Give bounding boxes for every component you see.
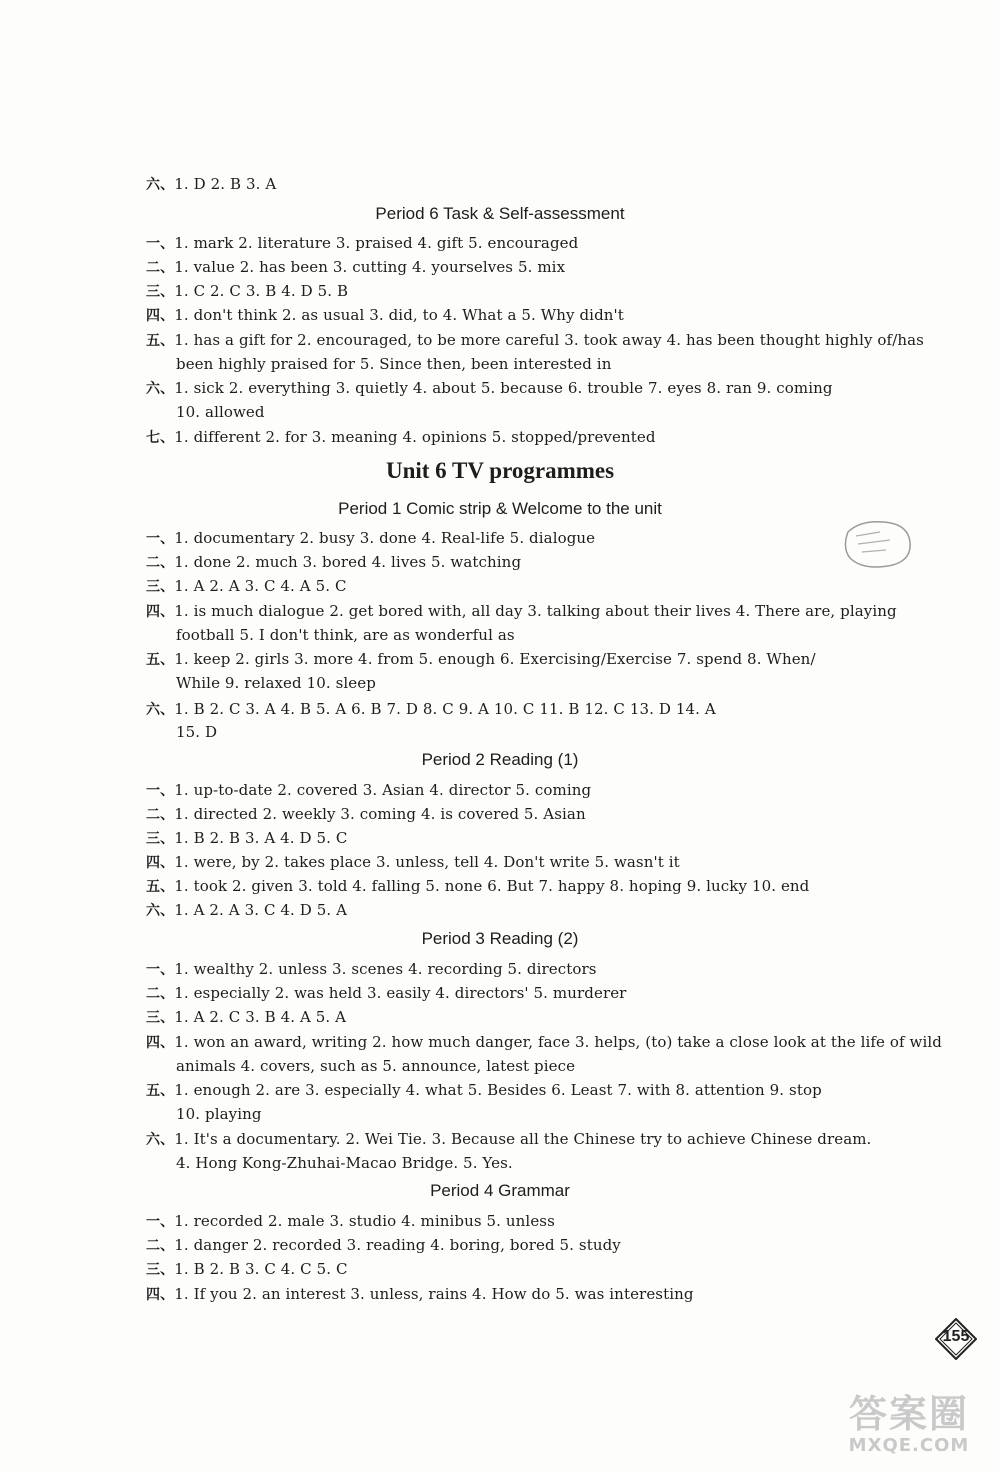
item-number: 四、	[146, 604, 175, 620]
item-number: 五、	[146, 1083, 175, 1099]
item-number: 一、	[146, 783, 175, 799]
answer-row	[146, 172, 921, 197]
item-number: 二、	[146, 555, 175, 571]
period-heading: Period 2 Reading (1)	[421, 750, 579, 769]
item-number: 三、	[146, 1262, 175, 1278]
page-number: 155	[942, 1328, 970, 1345]
answer-row	[146, 957, 921, 982]
answer-text: 1. has a gift for 2. encouraged, to be more careful 3. took away 4. has been thought highly of/has	[174, 331, 924, 349]
answer-row	[146, 802, 921, 827]
answer-text: 1. documentary 2. busy 3. done 4. Real-life 5. dialogue	[174, 529, 596, 547]
answer-row	[146, 1257, 921, 1282]
item-number: 五、	[146, 879, 175, 895]
answer-row	[146, 255, 921, 280]
period-heading: Period 1 Comic strip & Welcome to the unit	[338, 499, 662, 518]
answer-row	[146, 1282, 921, 1307]
answer-text: 1. A 2. C 3. B 4. A 5. A	[174, 1008, 347, 1026]
answer-row	[146, 1209, 921, 1234]
item-number: 四、	[146, 308, 175, 324]
answer-text: 1. B 2. B 3. C 4. C 5. C	[174, 1260, 348, 1278]
answer-row	[146, 526, 921, 551]
answer-row	[146, 425, 921, 450]
answer-text: 1. enough 2. are 3. especially 4. what 5. Besides 6. Least 7. with 8. attention 9. stop	[174, 1081, 822, 1099]
answer-text: 1. recorded 2. male 3. studio 4. minibus 5. unless	[174, 1212, 555, 1230]
answer-row	[146, 850, 921, 875]
item-number: 三、	[146, 831, 175, 847]
answer-text: 1. up-to-date 2. covered 3. Asian 4. director 5. coming	[174, 781, 592, 799]
item-number: 六、	[146, 903, 175, 919]
watermark-logo-text: 答案圈	[848, 1392, 969, 1436]
answer-text: 1. If you 2. an interest 3. unless, rains 4. How do 5. was interesting	[174, 1285, 694, 1303]
item-number: 四、	[146, 1035, 175, 1051]
item-number: 一、	[146, 1214, 175, 1230]
item-number: 一、	[146, 236, 175, 252]
item-number: 六、	[146, 702, 175, 718]
answer-row-continued: 10. allowed	[176, 403, 265, 421]
answer-row	[146, 1078, 921, 1103]
answer-row	[146, 231, 921, 256]
answer-row	[146, 697, 921, 722]
item-number: 六、	[146, 381, 175, 397]
stamp-icon	[840, 518, 914, 574]
answer-text: 1. were, by 2. takes place 3. unless, tell 4. Don't write 5. wasn't it	[174, 853, 680, 871]
item-number: 七、	[146, 430, 175, 446]
answer-row	[146, 376, 921, 401]
answer-row-continued: 10. playing	[176, 1105, 262, 1123]
answer-text: 1. especially 2. was held 3. easily 4. directors' 5. murderer	[174, 984, 627, 1002]
item-number: 六、	[146, 177, 175, 193]
answer-text: 1. done 2. much 3. bored 4. lives 5. watching	[174, 553, 522, 571]
answer-text: 1. took 2. given 3. told 4. falling 5. none 6. But 7. happy 8. hoping 9. lucky 10. end	[174, 877, 810, 895]
unit-heading: Unit 6 TV programmes	[385, 458, 615, 483]
item-number: 三、	[146, 579, 175, 595]
item-number: 二、	[146, 1238, 175, 1254]
item-number: 一、	[146, 531, 175, 547]
period-heading: Period 4 Grammar	[430, 1181, 570, 1200]
item-number: 二、	[146, 260, 175, 276]
period-heading: Period 6 Task & Self-assessment	[375, 204, 625, 223]
answer-row-continued: 4. Hong Kong-Zhuhai-Macao Bridge. 5. Yes.	[176, 1154, 513, 1172]
answer-row	[146, 647, 921, 672]
answer-row	[146, 826, 921, 851]
item-number: 二、	[146, 986, 175, 1002]
answer-row	[146, 279, 921, 304]
answer-text: 1. won an award, writing 2. how much danger, face 3. helps, (to) take a close look at the life of wild	[174, 1033, 942, 1051]
answer-text: 1. A 2. A 3. C 4. A 5. C	[174, 577, 347, 595]
answer-row	[146, 1233, 921, 1258]
answer-row	[146, 1127, 921, 1152]
answer-text: 1. keep 2. girls 3. more 4. from 5. enough 6. Exercising/Exercise 7. spend 8. When/	[174, 650, 816, 668]
item-number: 四、	[146, 855, 175, 871]
item-number: 六、	[146, 1132, 175, 1148]
item-number: 三、	[146, 1010, 175, 1026]
answer-text: 1. value 2. has been 3. cutting 4. yourselves 5. mix	[174, 258, 566, 276]
answer-row-continued: While 9. relaxed 10. sleep	[176, 674, 376, 692]
answer-text: 1. A 2. A 3. C 4. D 5. A	[174, 901, 348, 919]
item-number: 四、	[146, 1287, 175, 1303]
item-number: 五、	[146, 652, 175, 668]
answer-text: 1. It's a documentary. 2. Wei Tie. 3. Because all the Chinese try to achieve Chinese dream.	[174, 1130, 872, 1148]
item-number: 一、	[146, 962, 175, 978]
page-number-badge	[935, 1318, 977, 1360]
answer-text: 1. sick 2. everything 3. quietly 4. about 5. because 6. trouble 7. eyes 8. ran 9. coming	[174, 379, 833, 397]
answer-text: 1. B 2. B 3. A 4. D 5. C	[174, 829, 348, 847]
answer-text: 1. C 2. C 3. B 4. D 5. B	[174, 282, 349, 300]
answer-row-continued: 15. D	[176, 723, 218, 741]
answer-text: 1. is much dialogue 2. get bored with, all day 3. talking about their lives 4. There are, playing	[174, 602, 897, 620]
item-number: 二、	[146, 807, 175, 823]
answer-text: 1. directed 2. weekly 3. coming 4. is covered 5. Asian	[174, 805, 586, 823]
watermark-site: MXQE.COM	[848, 1435, 970, 1456]
answer-row	[146, 574, 921, 599]
item-number: 五、	[146, 333, 175, 349]
answer-row	[146, 981, 921, 1006]
answer-text: 1. don't think 2. as usual 3. did, to 4. What a 5. Why didn't	[174, 306, 624, 324]
answer-row	[146, 550, 921, 575]
answer-row	[146, 874, 921, 899]
item-number: 三、	[146, 284, 175, 300]
answer-text: 1. D 2. B 3. A	[174, 175, 277, 193]
answer-text: 1. B 2. C 3. A 4. B 5. A 6. B 7. D 8. C 9. A 10. C 11. B 12. C 13. D 14. A	[174, 700, 716, 718]
answer-text: 1. wealthy 2. unless 3. scenes 4. recording 5. directors	[174, 960, 597, 978]
answer-text: 1. danger 2. recorded 3. reading 4. boring, bored 5. study	[174, 1236, 621, 1254]
answer-row	[146, 1030, 942, 1055]
answer-row	[146, 303, 921, 328]
answer-row-continued: animals 4. covers, such as 5. announce, latest piece	[176, 1057, 576, 1075]
answer-row	[146, 599, 921, 624]
answer-row-continued: football 5. I don't think, are as wonderful as	[176, 626, 515, 644]
answer-row	[146, 328, 924, 353]
answer-row	[146, 1005, 921, 1030]
period-heading: Period 3 Reading (2)	[421, 929, 579, 948]
answer-text: 1. mark 2. literature 3. praised 4. gift 5. encouraged	[174, 234, 579, 252]
answer-row	[146, 898, 921, 923]
answer-row	[146, 778, 921, 803]
watermark	[824, 1392, 994, 1456]
answer-row-continued: been highly praised for 5. Since then, been interested in	[176, 355, 612, 373]
answer-text: 1. different 2. for 3. meaning 4. opinions 5. stopped/prevented	[174, 428, 656, 446]
